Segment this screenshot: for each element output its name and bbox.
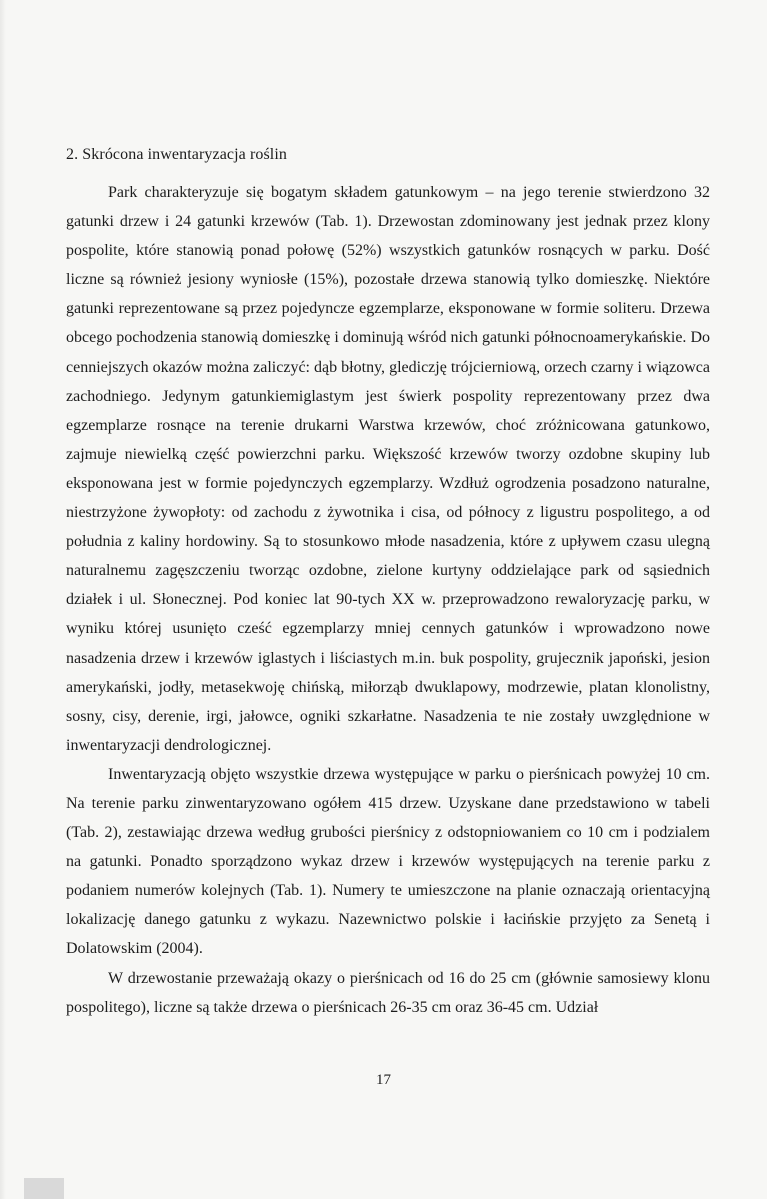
section-heading: 2. Skrócona inwentaryzacja roślin <box>66 146 288 163</box>
scan-corner-mark <box>24 1178 64 1199</box>
paragraph-2: Inwentaryzacją objęto wszystkie drzewa występujące w parku o pierśnicach powyżej 10 cm. Na terenie parku zinwentaryzowano ogółem 415 drzew. Uzyskane dane przedstawiono w tabeli (Tab. 2), zestawiając drzewa według grubości pierśnicy z odstopniowaniem co 10 cm i podzialem na gatunki. Ponadto sporządzono wykaz drzew i krzewów występujących na terenie parku z podaniem numerów kolejnych (Tab. 1). Numery te umieszczone na planie oznaczają orientacyjną lokalizację danego gatunku z wykazu. Nazewnictwo polskie i łacińskie przyjęto za Senetą i Dolatowskim (2004). <box>66 765 710 958</box>
paragraph-1: Park charakteryzuje się bogatym składem gatunkowym – na jego terenie stwierdzono 32 gatunki drzew i 24 gatunki krzewów (Tab. 1). Drzewostan zdominowany jest jednak przez klony pospolite, które stanowią ponad połowę (52%) wszystkich gatunków rosnących w parku. Dość liczne są również jesiony wyniosłe (15%), pozostałe drzewa stanowią tylko domieszkę. Niektóre gatunki reprezentowane są przez pojedyncze egzemplarze, eksponowane w formie soliteru. Drzewa obcego pochodzenia stanowią domieszkę i dominują wśród nich gatunki północnoamerykańskie. Do cenniejszych okazów można zaliczyć: dąb błotny, glediczję trójcierniową, orzech czarny i wiązowca zachodniego. Jedynym gatunkiemiglastym jest świerk pospolity reprezentowany przez dwa egzemplarze rosnące na terenie drukarni Warstwa krzewów, choć zróżnicowana gatunkowo, zajmuje niewielką część powierzchni parku. Większość krzewów tworzy ozdobne skupiny lub eksponowana jest w formie pojedynczych egzemplarzy. Wzdłuż ogrodzenia posadzono naturalne, niestrzyżone żywopłoty: od zachodu z żywotnika i cisa, od północy z ligustru pospolitego, a od południa z kaliny hordowiny. Są to stosunkowo młode nasadzenia, które z upływem czasu ulegną naturalnemu zagęszczeniu tworząc ozdobne, zielone kurtyny oddzielające park od sąsiednich działek i ul. Słonecznej. Pod koniec lat 90-tych XX w. przeprowadzono rewaloryzację parku, w wyniku której usunięto cześć egzemplarzy mniej cennych gatunków i wprowadzono nowe nasadzenia drzew i krzewów iglastych i liściastych m.in. buk pospolity, grujecznik japoński, jesion amerykański, jodły, metasekwoję chińską, miłorząb dwuklapowy, modrzewie, platan klonolistny, sosny, cisy, derenie, irgi, jałowce, ogniki szkarłatne. Nasadzenia te nie zostały uwzględnione w inwentaryzacji dendrologicznej. <box>66 184 710 754</box>
body-text <box>66 178 710 1022</box>
paragraph-3: W drzewostanie przeważają okazy o pierśnicach od 16 do 25 cm (głównie samosiewy klonu pospolitego), liczne są także drzewa o pierśnicach 26-35 cm oraz 36-45 cm. Udział <box>66 969 710 1016</box>
scan-edge-shadow <box>0 0 6 1199</box>
page-number: 17 <box>376 1072 391 1088</box>
